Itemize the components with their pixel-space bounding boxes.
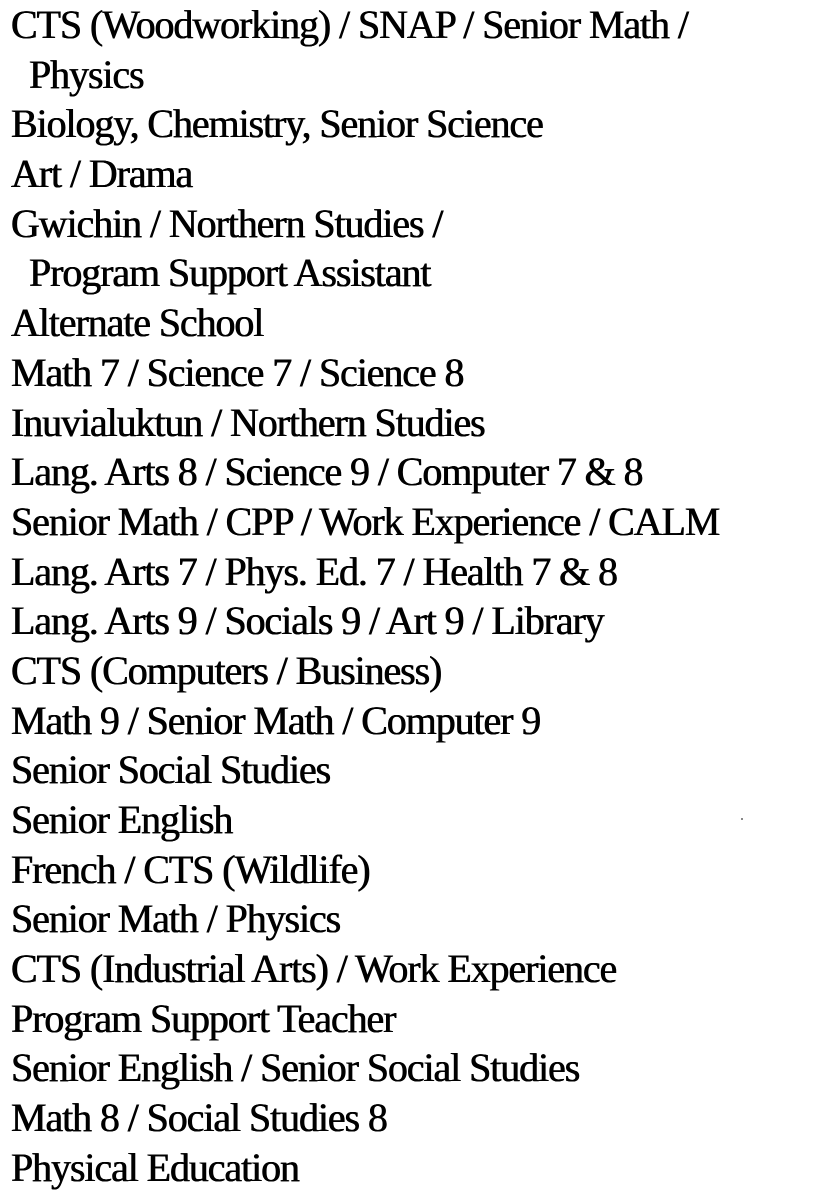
subject-line: Math 9 / Senior Math / Computer 9 — [11, 697, 541, 743]
subject-line: CTS (Industrial Arts) / Work Experience — [11, 946, 617, 992]
subject-list — [11, 0, 826, 1193]
subject-line: CTS (Computers / Business) — [11, 647, 442, 693]
subject-line: Art / Drama — [11, 151, 193, 197]
subject-line: Senior Social Studies — [11, 747, 331, 793]
subject-line: Senior Math / Physics — [11, 896, 341, 942]
scan-speck — [741, 818, 743, 820]
subject-line: Math 7 / Science 7 / Science 8 — [11, 349, 464, 395]
subject-line: Lang. Arts 7 / Phys. Ed. 7 / Health 7 & 8 — [11, 548, 617, 594]
subject-line: Program Support Teacher — [11, 995, 396, 1041]
subject-line: Gwichin / Northern Studies / — [11, 200, 443, 246]
subject-line: Math 8 / Social Studies 8 — [11, 1095, 387, 1141]
subject-line: Physical Education — [11, 1144, 299, 1190]
subject-line: Inuvialuktun / Northern Studies — [11, 399, 485, 445]
subject-line-continuation: Physics — [29, 51, 144, 97]
subject-line: Senior English / Senior Social Studies — [11, 1045, 580, 1091]
subject-line: Alternate School — [11, 300, 264, 346]
subject-line: Lang. Arts 9 / Socials 9 / Art 9 / Library — [11, 598, 604, 644]
subject-line: Senior English — [11, 797, 233, 842]
subject-line-continuation: Program Support Assistant — [29, 250, 431, 296]
subject-line: Biology, Chemistry, Senior Science — [11, 101, 543, 147]
subject-line: Lang. Arts 8 / Science 9 / Computer 7 & 8 — [11, 449, 643, 495]
subject-line: French / CTS (Wildlife) — [11, 846, 370, 892]
subject-line: CTS (Woodworking) / SNAP / Senior Math / — [11, 2, 688, 47]
subject-line: Senior Math / CPP / Work Experience / CALM — [11, 498, 720, 544]
